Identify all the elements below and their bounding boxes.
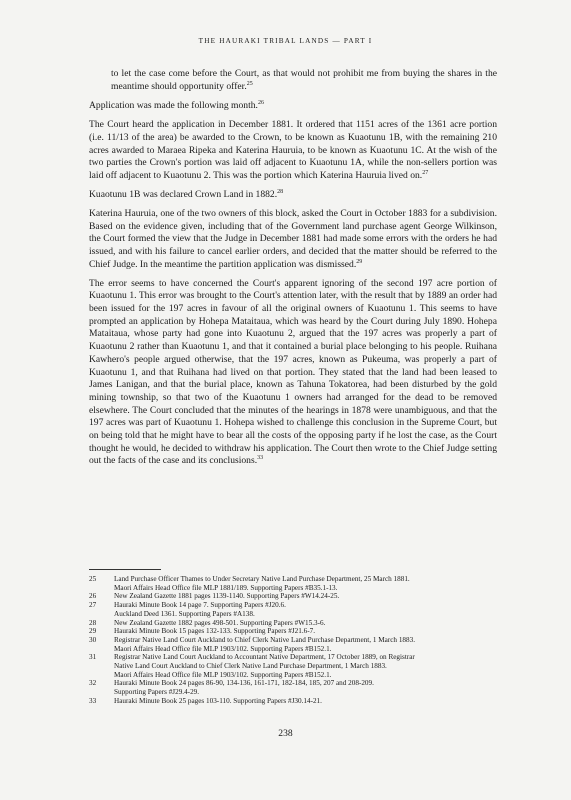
- footnote-line: Native Land Court Auckland to Chief Clerk Native Land Purchase Department, 1 March 1883.: [114, 662, 387, 671]
- footnote-number: 25: [89, 575, 97, 583]
- footnote-line: Registrar Native Land Court Auckland to Chief Clerk Native Land Purchase Department, 1 March 1883.: [114, 635, 415, 644]
- footnote-item: [89, 679, 499, 696]
- paragraph: [89, 208, 497, 272]
- paragraph: [89, 278, 497, 469]
- footnote-line: New Zealand Gazette 1882 pages 498-501. Supporting Papers #W15.3-6.: [114, 618, 326, 627]
- footnote-line: Hauraki Minute Book 14 page 7. Supporting Papers #J20.6.: [114, 601, 286, 610]
- footnote-line: Supporting Papers #J29.4-29.: [114, 688, 200, 697]
- body-text: [89, 68, 497, 474]
- paragraph-text: Katerina Hauruia, one of the two owners of this block, asked the Court in October 1883 for a subdivision. Based on the evidence given, including that of the Government land purchase agent George Wilkinson, the Court formed the view that the Judge in December 1881 had made some errors with the orders he had issued, and with his failure to cancel earlier orders, and decided that the matter should be referred to the Chief Judge. In the meantime the partition application was dismissed.: [89, 207, 497, 270]
- footnote-line: New Zealand Gazette 1881 pages 1139-1140. Supporting Papers #W14.24-25.: [114, 592, 340, 601]
- footnote-number: 30: [89, 635, 97, 644]
- footnote-ref[interactable]: 33: [257, 455, 264, 462]
- footnote-number: 31: [89, 653, 97, 662]
- paragraph-text: The Court heard the application in December 1881. It ordered that 1151 acres of the 1361 acre portion (i.e. 11/13 of the area) be awarded to the Crown, to be known as Kuaotunu 1B, with the remaining 210 acres awarded to Maraea Ripeka and Katerina Hauruia, to be known as Kuaotunu 1C. At the wish of the two parties the Crown's portion was laid off adjacent to Kuaotunu 1A, while the non-sellers portion was laid off adjacent to Kuaotunu 2. This was the portion which Katerina Hauruia lived on.: [89, 119, 497, 182]
- footnote-ref[interactable]: 29: [356, 258, 363, 265]
- footnote-item: [89, 627, 499, 636]
- footnote-line: Registrar Native Land Court Auckland to Accountant Native Department, 17 October 1889, on Registrar: [114, 653, 415, 662]
- footnote-line: Auckland Deed 1361. Supporting Papers #A138.: [114, 609, 255, 618]
- footnote-item: [89, 636, 499, 653]
- footnote-ref[interactable]: 26: [257, 100, 264, 107]
- footnote-item: [89, 601, 499, 618]
- footnote-number: 28: [89, 618, 97, 627]
- footnote-line: Maori Affairs Head Office file MLP 1903/102. Supporting Papers #B152.1.: [114, 670, 332, 679]
- page-number: 238: [278, 728, 293, 739]
- footnote-divider: [89, 569, 161, 570]
- footnote-line: Hauraki Minute Book 25 pages 103-110. Supporting Papers #J30.14-21.: [114, 696, 322, 705]
- footnote-item: [89, 697, 499, 706]
- footnote-number: 32: [89, 679, 97, 688]
- block-quote: [111, 68, 497, 93]
- paragraph-text: Application was made the following month.: [89, 100, 258, 112]
- paragraph-text: The error seems to have concerned the Court's apparent ignoring of the second 197 acre portion of Kuaotunu 1. This error was brought to the Court's attention later, with the result that by 1889 an order had been issued for the 197 acres in favour of all the original owners of Kuaotunu 1. This seems to have prompted an application by Hohepa Mataitaua, which was heard by the Court during July 1890. Hohepa Mataitaua, whose party had gone into Kuaotunu 2, argued that the 197 acres was properly a part of Kuaotunu 2 rather than Kuaotunu 1, and that it contained a burial place belonging to his people. Ruihana Kawhero's people argued otherwise, that the 197 acres, known as Pukeuma, was properly a part of Kuaotunu 1, and that Ruihana had lived on that portion. They stated that the land had been leased to James Lanigan, and that the burial place, known as Tahuna Tokatorea, had been disturbed by the gold mining township, so that two of the Kuaotunu 1 owners had arranged for the dead to be removed elsewhere. The Court concluded that the minutes of the hearings in 1878 were unambiguous, and that the 197 acres was part of Kuaotunu 1. Hohepa wished to challenge this conclusion in the Supreme Court, but on being told that he might have to bear all the costs of the opposing party if he lost the case, as the Court thought he would, he decided to withdraw his application. The Court then wrote to the Chief Judge setting out the facts of the case and its conclusions.: [89, 277, 497, 467]
- footnote-item: [89, 575, 499, 592]
- footnote-line: Land Purchase Officer Thames to Under Secretary Native Land Purchase Department, 25 March 1881.: [114, 575, 410, 583]
- footnote-line: Maori Affairs Head Office file MLP 1903/102. Supporting Papers #B152.1.: [114, 644, 332, 653]
- paragraph: [89, 189, 497, 202]
- footnote-item: [89, 592, 499, 601]
- footnote-line: Hauraki Minute Book 15 pages 132-133. Supporting Papers #J21.6-7.: [114, 627, 316, 636]
- footnote-number: 27: [89, 601, 97, 610]
- footnote-item: [89, 619, 499, 628]
- paragraph: [89, 100, 497, 113]
- paragraph: [89, 119, 497, 183]
- footnote-ref[interactable]: 25: [246, 80, 253, 87]
- footnote-ref[interactable]: 28: [277, 188, 284, 195]
- footnote-ref[interactable]: 27: [422, 169, 429, 176]
- paragraph-text: Kuaotunu 1B was declared Crown Land in 1882.: [89, 189, 278, 200]
- footnotes: [89, 575, 499, 706]
- paragraph-text: to let the case come before the Court, as that would not prohibit me from buying the shares in the meantime should opportunity offer.: [111, 68, 497, 92]
- footnote-item: [89, 653, 499, 679]
- footnote-number: 26: [89, 592, 97, 601]
- running-head: THE HAURAKI TRIBAL LANDS — PART I: [198, 37, 373, 45]
- footnote-number: 29: [89, 627, 97, 636]
- footnote-number: 33: [89, 696, 97, 705]
- footnote-line: Hauraki Minute Book 24 pages 86-90, 134-136, 161-171, 182-184, 185, 207 and 208-209.: [114, 679, 374, 688]
- footnote-line: Maori Affairs Head Office file MLP 1881/189. Supporting Papers #B35.1-13.: [114, 583, 338, 592]
